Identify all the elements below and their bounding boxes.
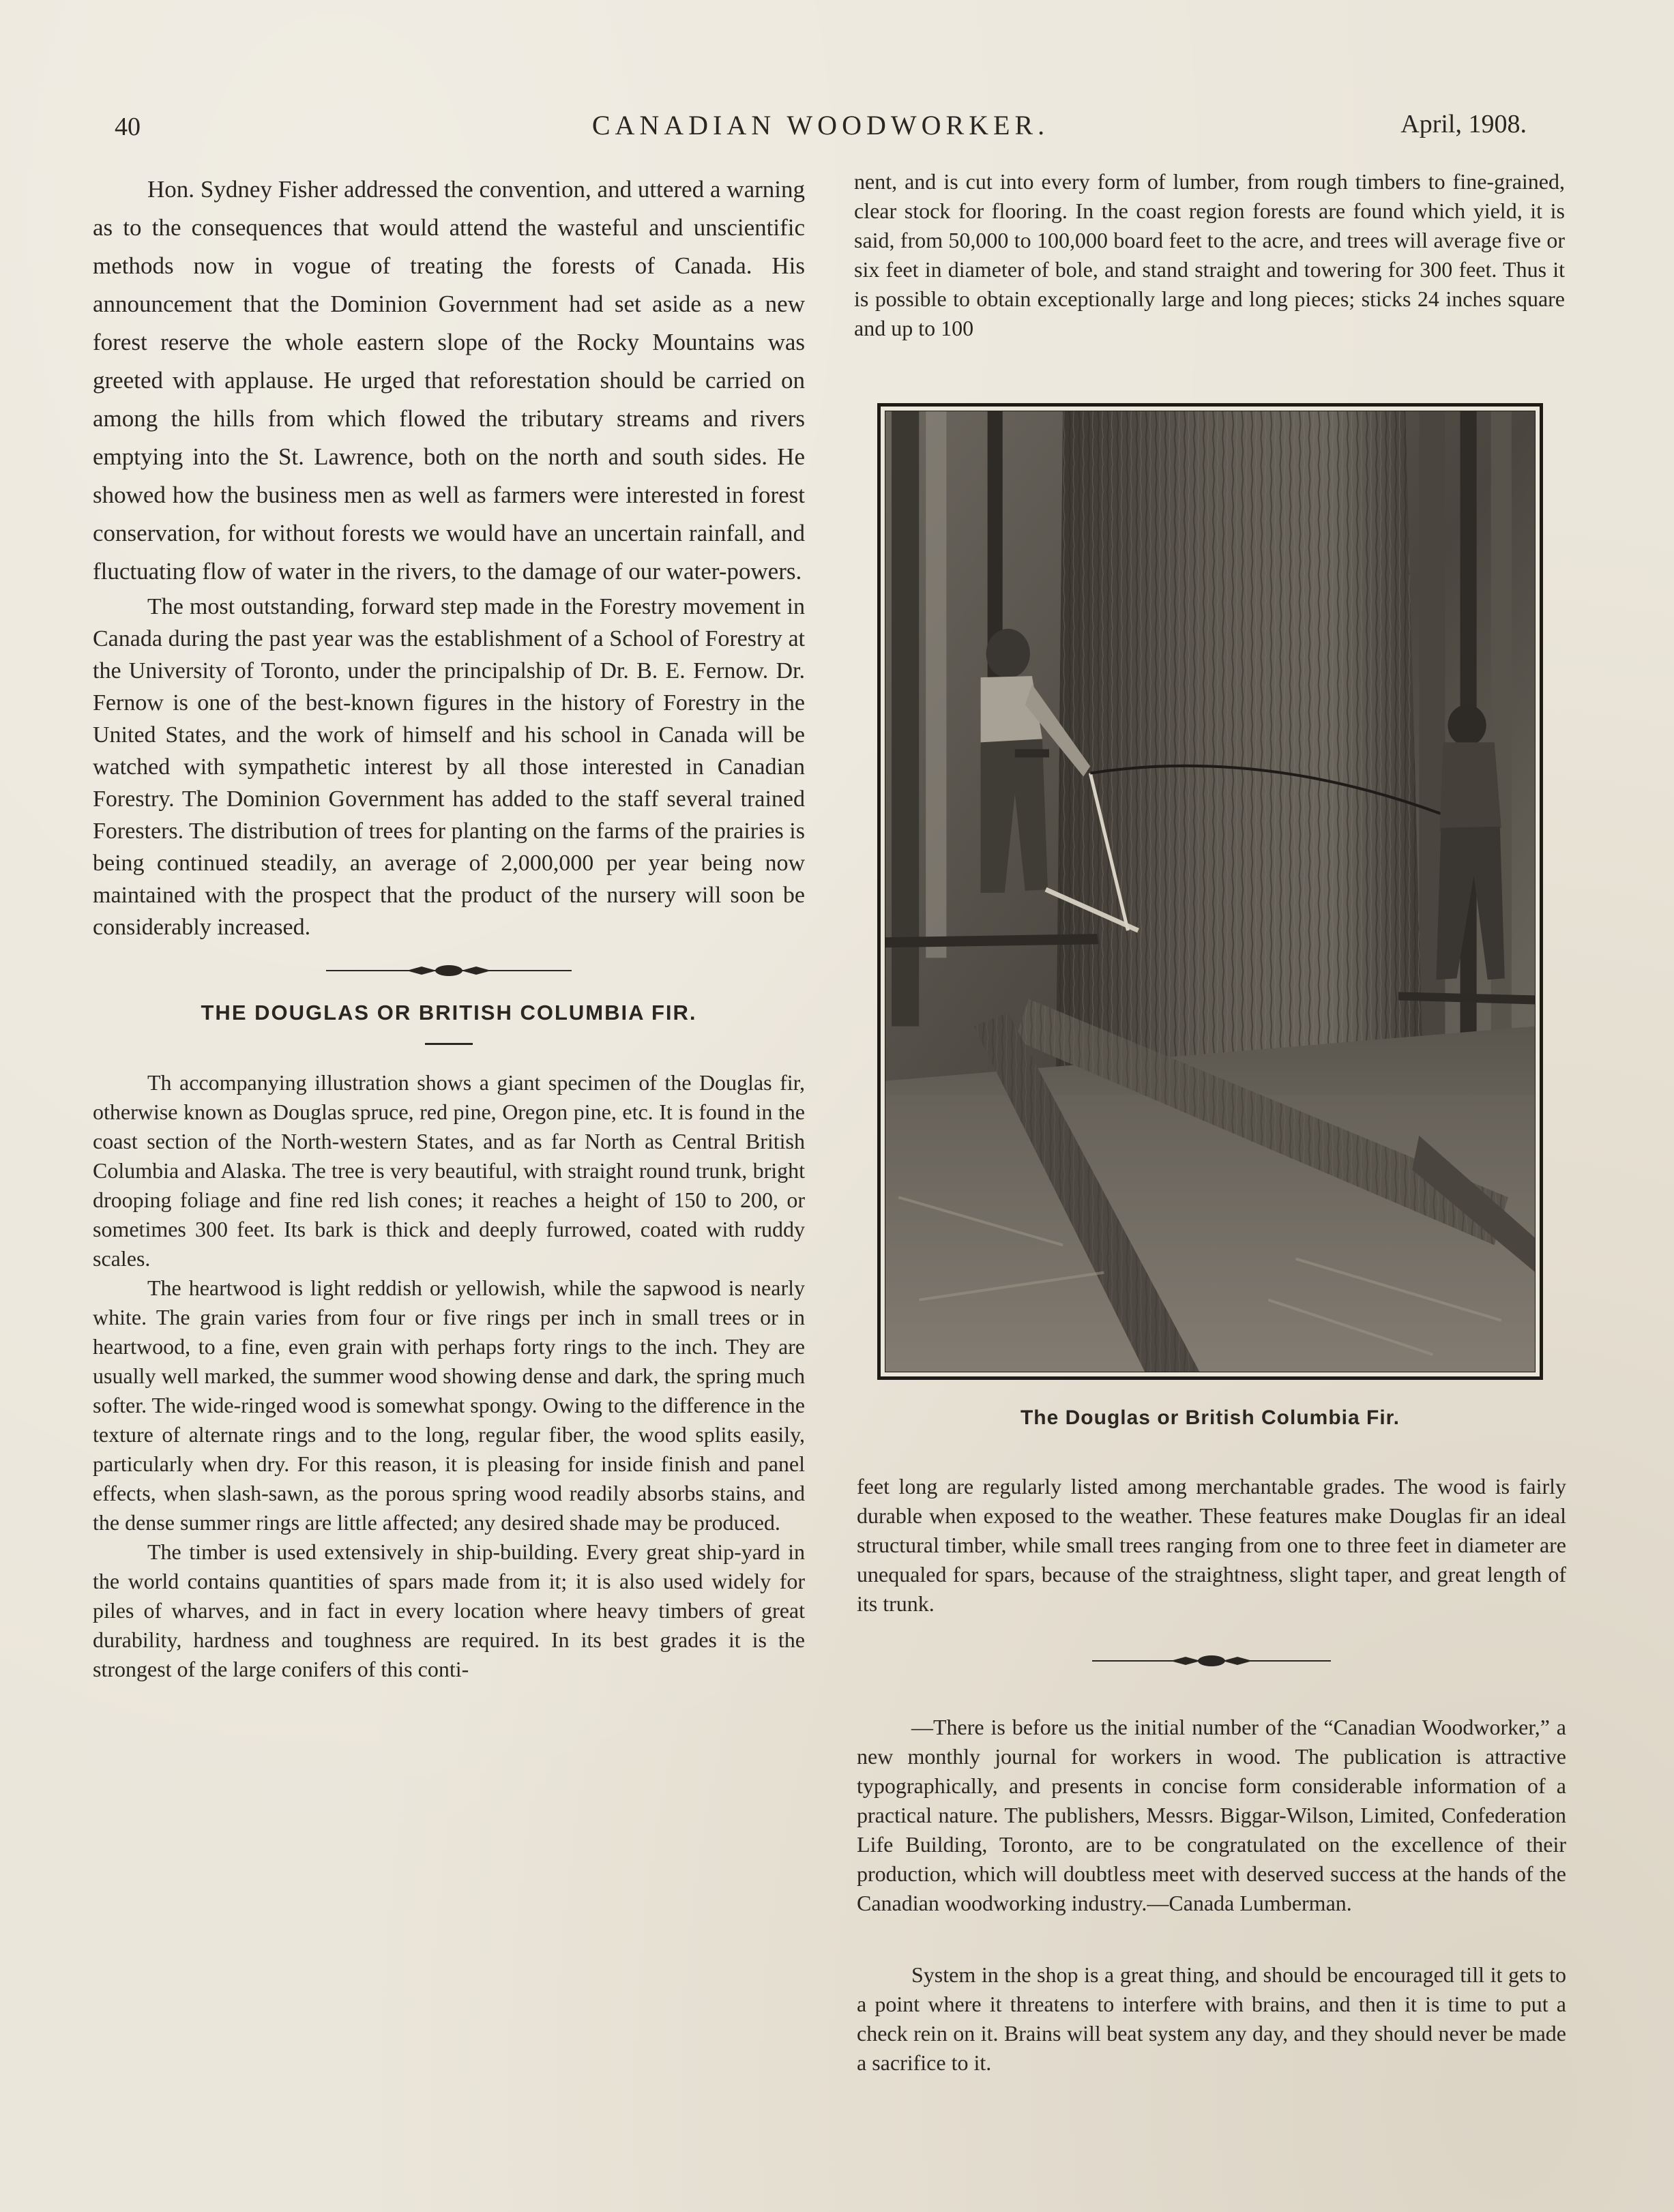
left-column xyxy=(93,171,805,1684)
article-paragraph: The heartwood is light reddish or yellowish, while the sapwood is nearly white. The grain varies from four or five rings per inch in small trees or in heartwood, to a fine, even grain with perhaps forty rings to the inch. They are usually well marked, the summer wood showing dense and dark, the spring much softer. The wide-ringed wood is somewhat spongy. Owing to the difference in the texture of alternate rings and to the long, regular fiber, the wood splits easily, particularly when dry. For this reason, it is pleasing for inside finish and panel effects, when slash-sawn, as the porous spring wood readily absorbs stains, and the dense summer rings are little affected; any desired shade may be produced. xyxy=(93,1275,805,1535)
article-paragraph: nent, and is cut into every form of lumber, from rough timbers to fine-grained, clear stock for flooring. In the coast region forests are found which yield, it is said, from 50,000 to 100,000 board feet to the acre, and trees will average five or six feet in diameter of bole, and stand straight and towering for 300 feet. Thus it is possible to obtain exceptionally large and long pieces; sticks 24 inches square and up to 100 xyxy=(854,169,1565,340)
article-paragraph: The timber is used extensively in ship-building. Every great ship-yard in the world contains quantities of spars made from it; it is also used widely for piles of wharves, and in fact in every location where heavy timbers of great durability, hardness and toughness are required. In its best grades it is the strongest of the large conifers of this conti- xyxy=(93,1539,805,1681)
article-paragraph: System in the shop is a great thing, and should be encouraged till it gets to a point where it threatens to interfere with brains, and then it is time to put a check rein on it. Brains will beat system any day, and they should never be made a sacrifice to it. xyxy=(857,1962,1566,2075)
article-paragraph: The most outstanding, forward step made in the Forestry movement in Canada during the past year was the establishment of a School of Forestry at the University of Toronto, under the principalship of Dr. B. E. Fernow. Dr. Fernow is one of the best-known figures in the history of Forestry in the United States, and the work of himself and his school in Canada will be watched with sympathetic interest by all those interested in Canadian Forestry. The Dominion Government has added to the staff several trained Foresters. The distribution of trees for planting on the farms of the prairies is being continued steadily, an average of 2,000,000 per year being now maintained with the prospect that the product of the nursery will soon be considerably increased. xyxy=(93,594,805,940)
right-column-top xyxy=(854,167,1565,343)
article-paragraph: Hon. Sydney Fisher addressed the convention, and uttered a warning as to the consequences that would attend the wasteful and unscientific methods now in vogue of treating the forests of Canada. His announcement that the Dominion Government had set aside as a new forest reserve the whole eastern slope of the Rocky Mountains was greeted with applause. He urged that reforestation should be carried on among the hills from which flowed the tributary streams and rivers emptying into the St. Lawrence, both on the north and south sides. He showed how the business men as well as farmers were interested in forest conservation, for without forests we would have an uncertain rainfall, and fluctuating flow of water in the rivers, to the damage of our water-powers. xyxy=(93,176,805,585)
issue-date: April, 1908. xyxy=(1400,110,1527,138)
page-header xyxy=(115,109,1527,150)
article-paragraph: feet long are regularly listed among merchantable grades. The wood is fairly durable when exposed to the weather. These features make Douglas fir an ideal structural timber, while small trees ranging from one to three feet in diameter are unequaled for spars, because of the straightness, slight taper, and great length of its trunk. xyxy=(857,1474,1566,1616)
figure-caption: The Douglas or British Columbia Fir. xyxy=(1020,1406,1400,1429)
heading-rule xyxy=(425,1043,473,1045)
douglas-fir-photograph xyxy=(877,403,1543,1380)
ornament-divider xyxy=(326,962,572,979)
page-number: 40 xyxy=(115,113,141,141)
photo-illustration xyxy=(885,411,1536,1372)
ornament-divider xyxy=(1092,1653,1331,1669)
running-title: CANADIAN WOODWORKER. xyxy=(591,110,1050,141)
article-paragraph: Th accompanying illustration shows a giant specimen of the Douglas fir, otherwise known as Douglas spruce, red pine, Oregon pine, etc. It is found in the coast section of the North-western States, and as far North as Central British Columbia and Alaska. The tree is very beautiful, with straight round trunk, bright drooping foliage and fine red lish cones; it reaches a height of 150 to 200, or sometimes 300 feet. Its bark is thick and deeply furrowed, coated with ruddy scales. xyxy=(93,1070,805,1271)
article-paragraph: —There is before us the initial number of the “Canadian Woodworker,” a new monthly journal for workers in wood. The publication is attractive typographically, and presents in concise form considerable information of a practical nature. The publishers, Messrs. Biggar-Wilson, Limited, Confederation Life Building, Toronto, are to be congratulated on the excellence of their production, which will doubtless meet with deserved success at the hands of the Canadian woodworking industry.—Canada Lumberman. xyxy=(857,1715,1566,1915)
right-column-bottom xyxy=(857,1472,1566,2078)
section-heading: THE DOUGLAS OR BRITISH COLUMBIA FIR. xyxy=(201,1001,697,1024)
